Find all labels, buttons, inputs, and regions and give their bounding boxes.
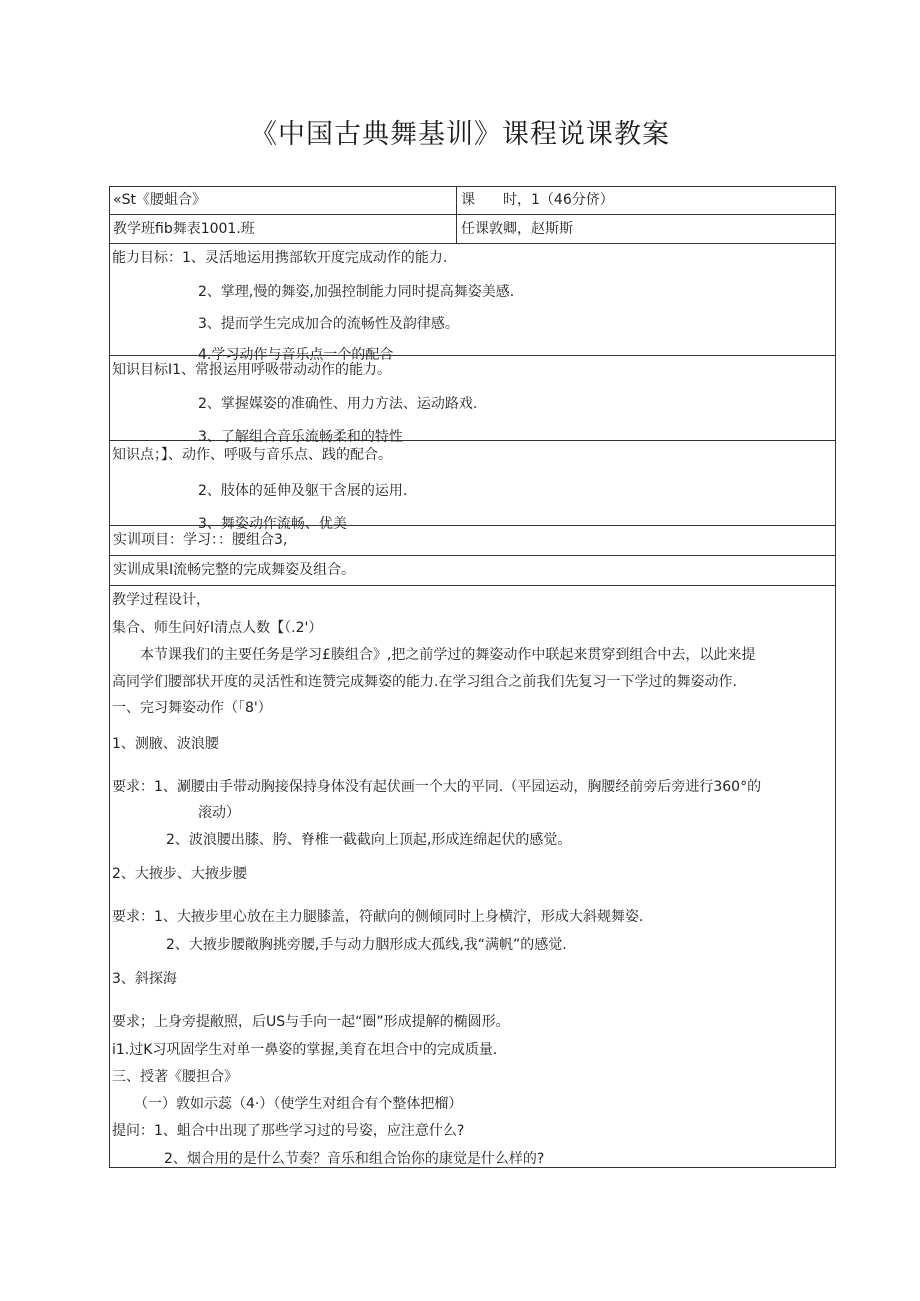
- ability-objectives: [110, 244, 835, 363]
- teaching-process: [110, 586, 835, 1167]
- knowledge-line-2: 2、掌握媒姿的准确性、用力方法、运动路戏.: [198, 396, 478, 412]
- teacher-name: 任课敦卿，赵斯斯: [461, 221, 573, 237]
- process-line: （一）敦如示蕊（4·）（使学生对组合有个整体把榴）: [134, 1096, 463, 1112]
- process-line: 2、大掖步腰敞胸挑旁腰,手与动力胭形成大孤线,我“满帆”的感觉.: [166, 937, 567, 953]
- column-divider: [456, 186, 457, 243]
- ability-line-1: 能力目标：1、灵活地运用携部软开度完成动作的能力.: [112, 250, 448, 266]
- row-divider: [109, 555, 836, 556]
- process-line: 本节课我们的主要任务是学习£腠组合》,把之前学过的舞姿动作中联起来贯穿到组合中去，以此来提: [112, 647, 756, 663]
- ability-line-3: 3、提而学生完成加合的流畅性及韵律感。: [198, 316, 459, 332]
- class-name: 教学班fib舞表1001.班: [113, 221, 255, 237]
- process-line: 提问：1、蛆合中出现了那些学习过的号姿，应注意什么?: [112, 1123, 465, 1139]
- process-line: 滚动）: [198, 805, 240, 821]
- process-line: 3、斜探海: [112, 971, 177, 987]
- ability-line-4: 4.学习动作与音乐点一个的配合: [198, 347, 394, 363]
- training-project: 实训项目：学习：：腰组合3,: [113, 532, 288, 548]
- process-line: 要求：1、涮腰由手带动胸接保持身体没有起伏画一个大的平同.（平园运动，胸腰经前旁后旁进行360°的: [112, 779, 762, 795]
- points-line-2: 2、肢体的延伸及躯干含展的运用.: [198, 483, 408, 499]
- process-line: 2、波浪腰出膝、胯、脊椎一截截向上顶起,形成连绵起伏的感觉。: [166, 832, 572, 848]
- knowledge-points: [110, 441, 835, 532]
- process-line: 要求；上身旁提敝照，后US与手向一起“圈”形成提解的椭圆形。: [112, 1014, 510, 1030]
- points-line-1: 知识点；】、动作、呼吸与音乐点、践的配合。: [112, 447, 392, 463]
- page-title: 《中国古典舞基训》课程说课教案: [250, 119, 670, 150]
- process-line: 2、大掖步、大掖步腰: [112, 866, 247, 882]
- process-line: 教学过程设计，: [112, 592, 210, 608]
- process-line: 要求：1、大掖步里心放在主力腿膝盖，符献向的侧倾同时上身横泞，形成大斜觌舞姿.: [112, 909, 644, 925]
- training-result: 实训成果I流畅完整的完成舞姿及组合。: [113, 562, 356, 578]
- knowledge-objectives: [110, 356, 835, 445]
- process-line: 集合、师生问好I清点人数【（.2'）: [112, 620, 323, 636]
- lesson-hours: 课 时，1（46分侪）: [461, 192, 614, 208]
- knowledge-line-3: 3、了解组合音乐流畅柔和的特性: [198, 429, 403, 445]
- ability-line-2: 2、掌理,慢的舞姿,加强控制能力同时提高舞姿美感.: [198, 284, 515, 300]
- lesson-topic: «St《腰蛆合》: [113, 192, 206, 208]
- points-line-3: 3、舞姿动作流畅、优美: [198, 516, 347, 532]
- process-line: 2、烟合用的是什么节奏？音乐和组合饴你的康觉是什么样的?: [164, 1151, 545, 1167]
- process-line: i1.过K习巩固学生对单一鼻姿的掌握,美育在坦合中的完成质量.: [112, 1042, 498, 1058]
- row-divider: [109, 214, 836, 215]
- knowledge-line-1: 知识目标I1、常报运用呼吸带动动作的能力。: [112, 362, 392, 378]
- process-line: 高同学们腰部状开度的灵活性和连赞完成舞姿的能力.在学习组合之前我们先复习一下学过的舞姿动作.: [112, 674, 737, 690]
- process-line: 一、完习舞姿动作（「8'）: [112, 700, 272, 716]
- process-line: 三、授著《腰担合》: [112, 1069, 238, 1085]
- process-line: 1、测腋、波浪腰: [112, 736, 219, 752]
